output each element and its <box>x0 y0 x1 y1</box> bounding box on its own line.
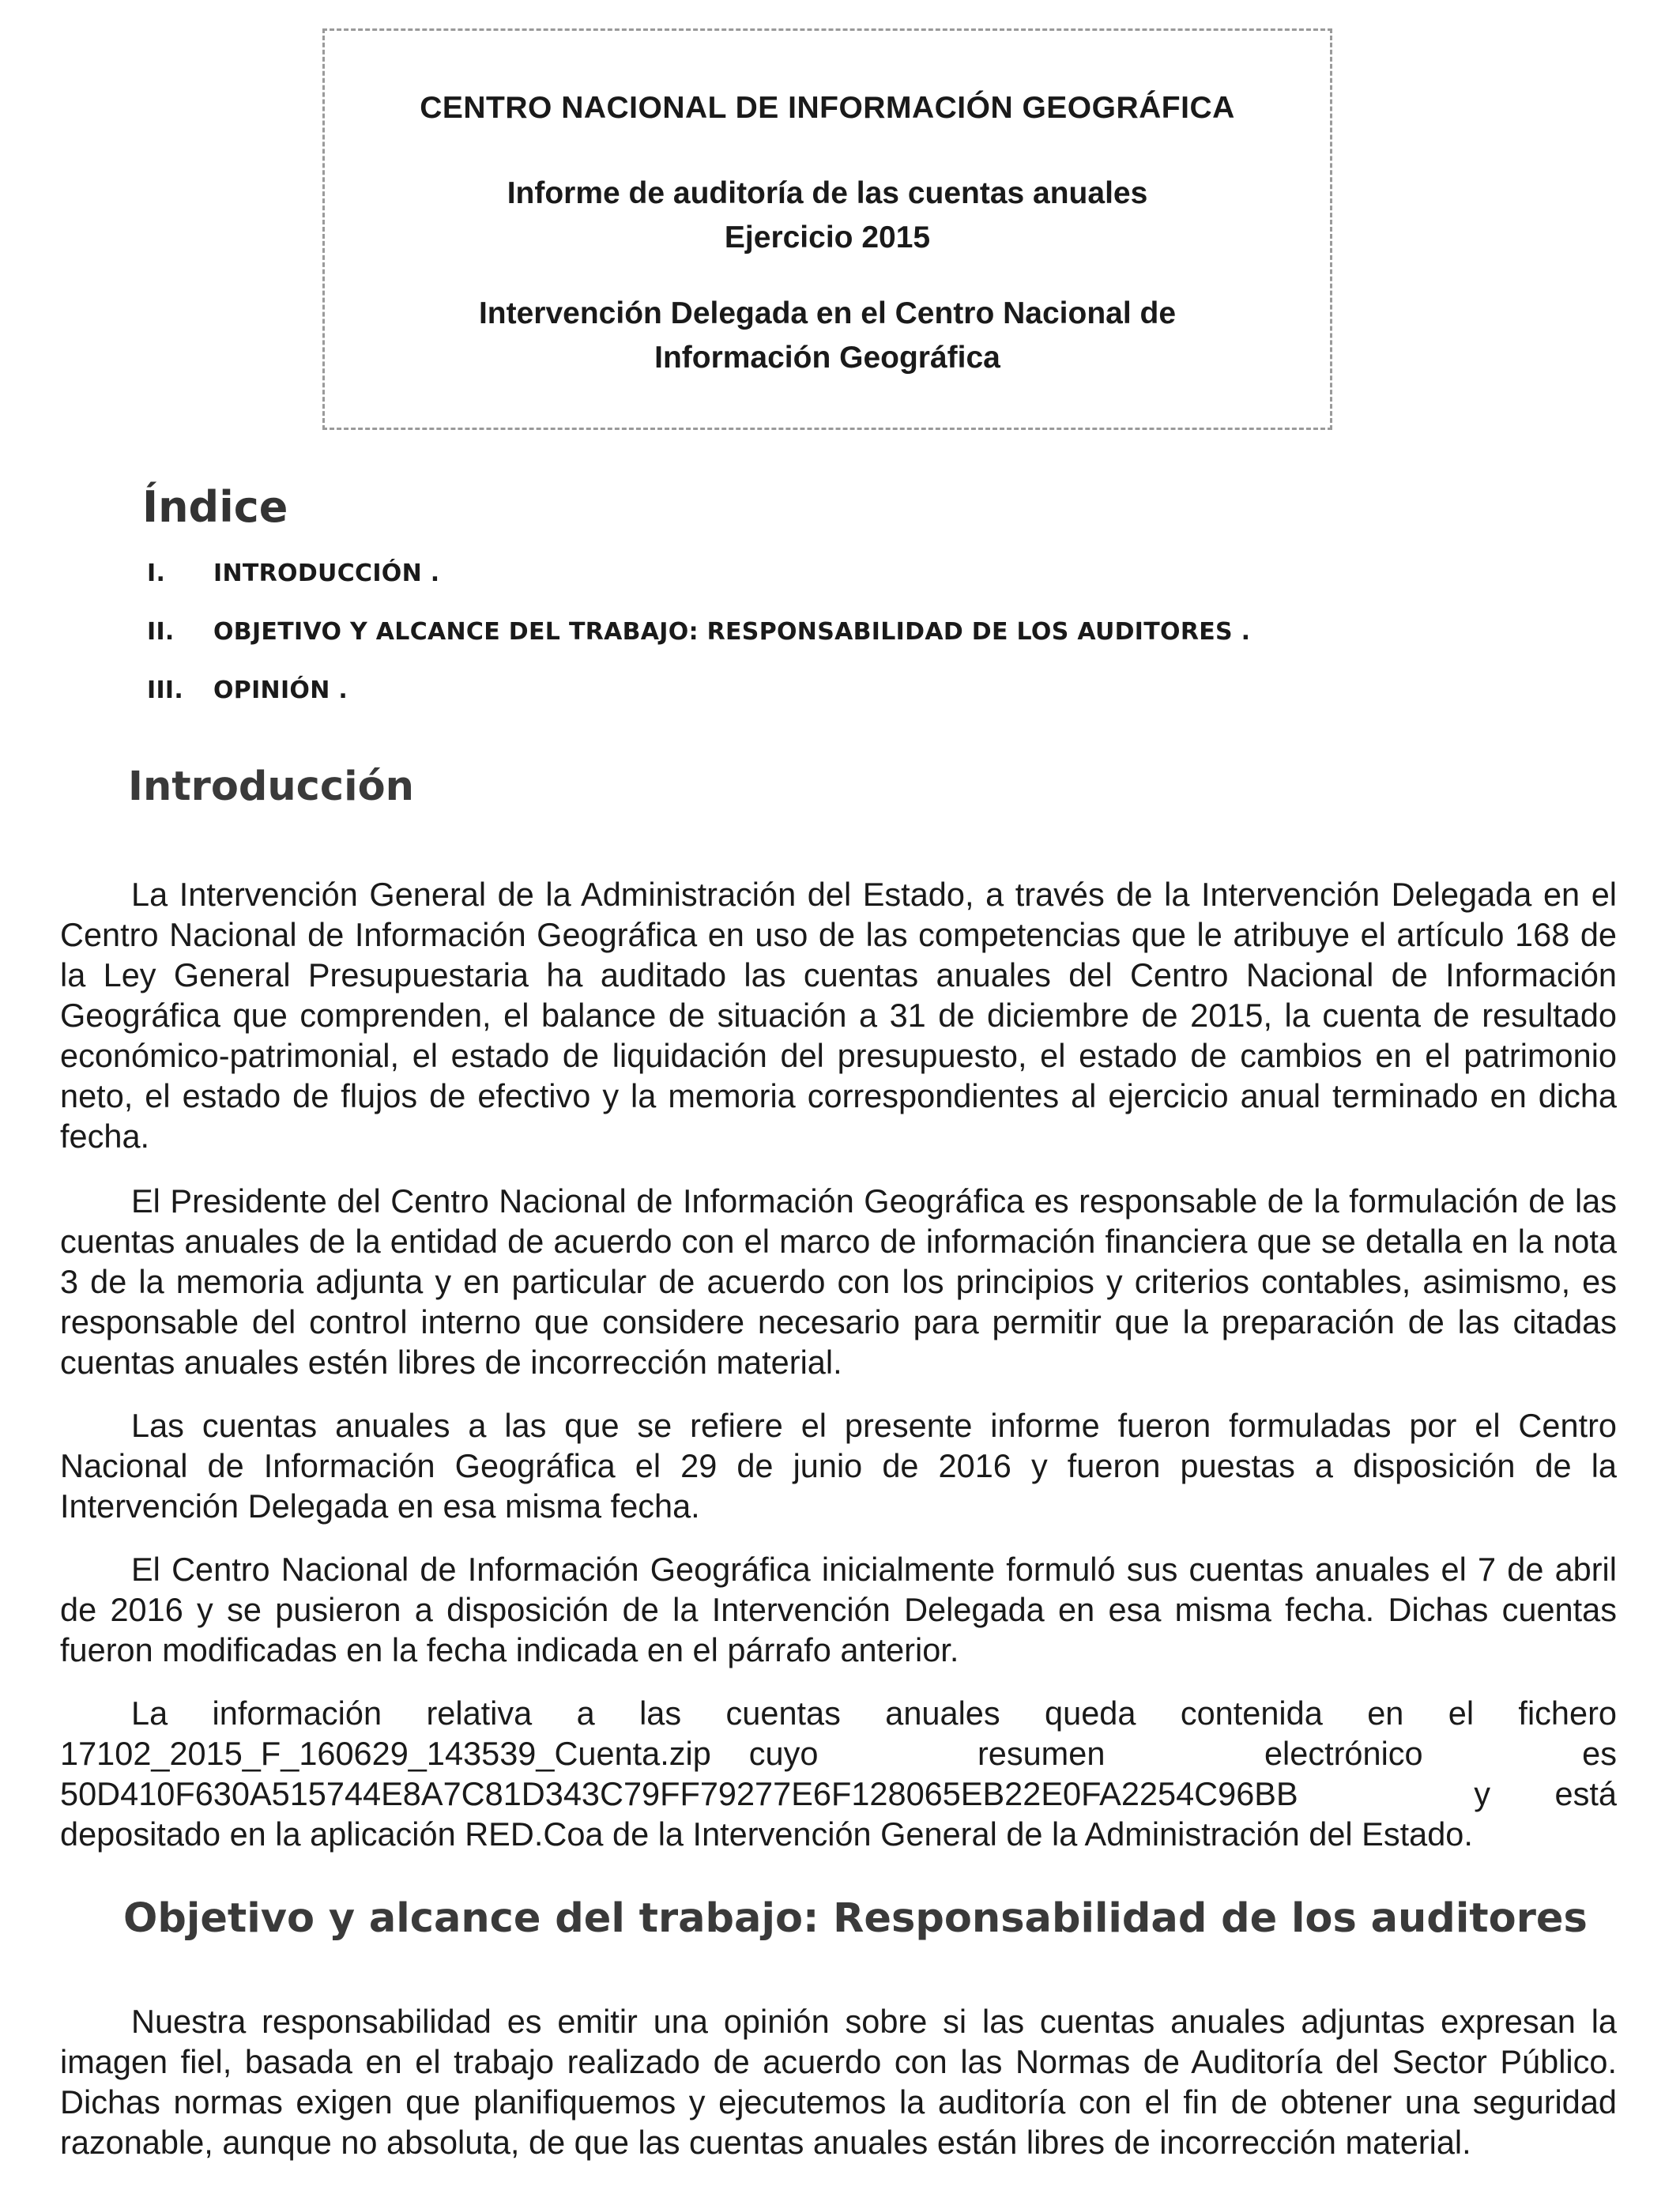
index-item-objetivo[interactable] <box>147 618 1250 677</box>
organization-title: CENTRO NACIONAL DE INFORMACIÓN GEOGRÁFICA <box>420 91 1235 125</box>
title-box <box>322 28 1332 430</box>
section-heading-introduccion: Introducción <box>128 763 414 810</box>
index-item-number: II. <box>147 618 175 646</box>
index-item-opinion[interactable] <box>147 677 1250 735</box>
issuer-title-line-2: Información Geográfica <box>654 341 1000 375</box>
index-item-number: III. <box>147 677 184 704</box>
file-paragraph-line-3 <box>60 1774 1617 1814</box>
index-list <box>147 560 1250 735</box>
report-title <box>325 172 1330 260</box>
report-title-line-1: Informe de auditoría de las cuentas anuales <box>507 176 1148 210</box>
index-item-label: OBJETIVO Y ALCANCE DEL TRABAJO: RESPONSABILIDAD DE LOS AUDITORES . <box>213 618 1251 646</box>
index-item-label: INTRODUCCIÓN . <box>213 560 440 587</box>
file-paragraph-line-3-words: y está <box>1474 1775 1617 1812</box>
issuer-title <box>325 292 1330 380</box>
file-paragraph-line-4: depositado en la aplicación RED.Coa de la Intervención General de la Administración del Estado. <box>60 1815 1473 1853</box>
intro-paragraph-3: Las cuentas anuales a las que se refiere el presente informe fueron formuladas por el Centro Nacional de Información Geográfica el 29 de junio de 2016 y fueron puestas a disposición de la Intervención Delegada en esa misma fecha. <box>60 1407 1617 1525</box>
zip-file-name: 17102_2015_F_160629_143539_Cuenta.zip <box>60 1735 711 1772</box>
report-title-line-2: Ejercicio 2015 <box>724 221 931 254</box>
file-paragraph-line-2 <box>60 1733 1617 1774</box>
index-item-label: OPINIÓN . <box>213 677 348 704</box>
file-paragraph-line-2-words: cuyo resumen electrónico es <box>748 1735 1617 1772</box>
index-heading: Índice <box>142 482 288 532</box>
intro-paragraph-4: El Centro Nacional de Información Geográfica inicialmente formuló sus cuentas anuales el 7 de abril de 2016 y se pusieron a disposición de la Intervención Delegada en esa misma fecha. Dichas cuentas fueron modificadas en la fecha indicada en el párrafo anterior. <box>60 1551 1617 1668</box>
objetivo-paragraph: Nuestra responsabilidad es emitir una opinión sobre si las cuentas anuales adjuntas expresan la imagen fiel, basada en el trabajo realizado de acuerdo con las Normas de Auditoría del Sector Público. Dichas normas exigen que planifiquemos y ejecutemos la auditoría con el fin de obtener una seguridad razonable, aunque no absoluta, de que las cuentas anuales están libres de incorrección material. <box>60 2003 1617 2161</box>
index-item-number: I. <box>147 560 166 587</box>
file-paragraph-line-1: La información relativa a las cuentas anuales queda contenida en el fichero <box>131 1695 1617 1732</box>
intro-paragraph-2: El Presidente del Centro Nacional de Información Geográfica es responsable de la formulación de las cuentas anuales de la entidad de acuerdo con el marco de información financiera que se detalla en la nota 3 de la memoria adjunta y en particular de acuerdo con los principios y criterios contables, asimismo, es responsable del control interno que considere necesario para permitir que la preparación de las citadas cuentas anuales estén libres de incorrección material. <box>60 1182 1617 1381</box>
intro-paragraph-1: La Intervención General de la Administración del Estado, a través de la Intervención Delegada en el Centro Nacional de Información Geográfica en uso de las competencias que le atribuye el artículo 168 de la Ley General Presupuestaria ha auditado las cuentas anuales del Centro Nacional de Información Geográfica que comprenden, el balance de situación a 31 de diciembre de 2015, la cuenta de resultado económico-patrimonial, el estado de liquidación del presupuesto, el estado de cambios en el patrimonio neto, el estado de flujos de efectivo y la memoria correspondientes al ejercicio anual terminado en dicha fecha. <box>60 876 1617 1155</box>
section-heading-objetivo: Objetivo y alcance del trabajo: Responsabilidad de los auditores <box>123 1895 1588 1942</box>
issuer-title-line-1: Intervención Delegada en el Centro Nacional de <box>478 296 1177 330</box>
index-item-introduccion[interactable] <box>147 560 1250 618</box>
electronic-hash: 50D410F630A515744E8A7C81D343C79FF79277E6F128065EB22E0FA2254C96BB <box>60 1775 1298 1812</box>
